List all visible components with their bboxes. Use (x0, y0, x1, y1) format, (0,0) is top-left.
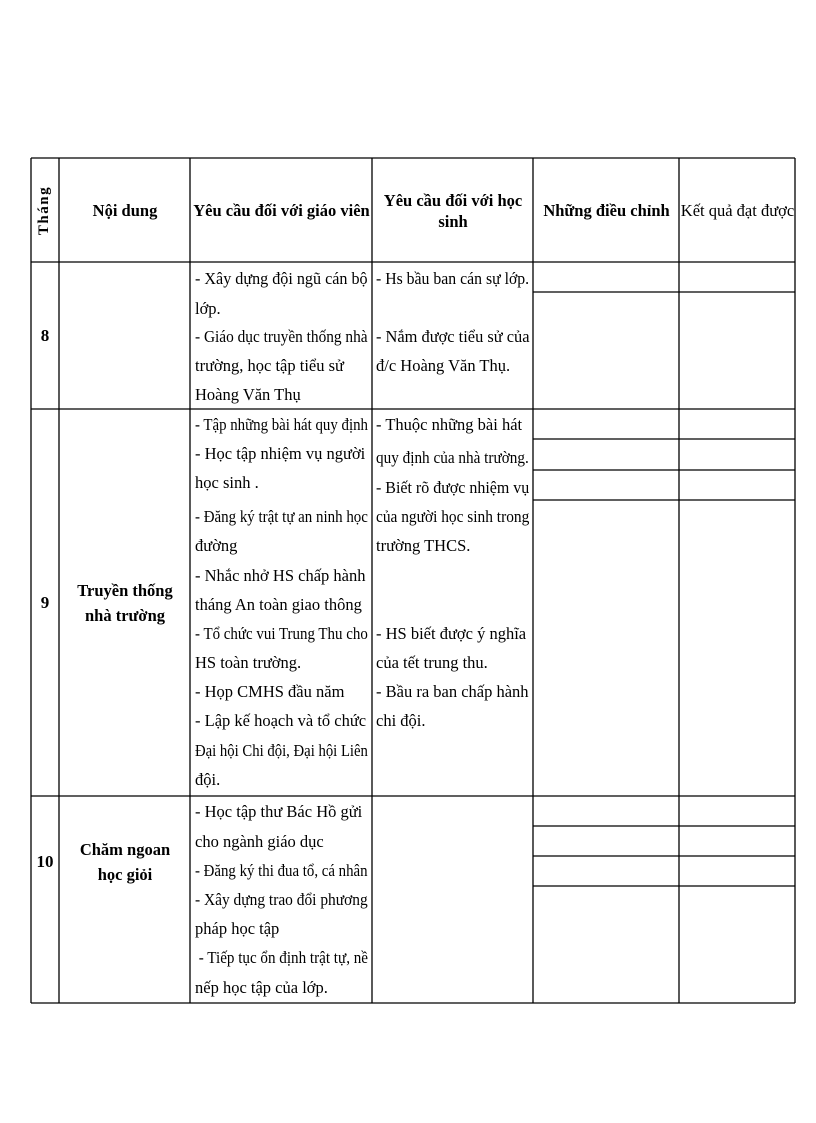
teacher-line: - Giáo dục truyền thống nhà (195, 327, 368, 346)
teacher-line: đội. (195, 770, 221, 789)
month-cell: 9 (40, 593, 50, 612)
month-cell: 10 (36, 852, 54, 871)
student-line: quy định của nhà trường. (376, 448, 529, 467)
teacher-line: - Học tập nhiệm vụ người (195, 444, 366, 463)
student-line: - HS biết được ý nghĩa (376, 624, 527, 643)
teacher-line: Hoàng Văn Thụ (195, 385, 301, 404)
student-line: - Biết rõ được nhiệm vụ (376, 478, 530, 497)
teacher-line: nếp học tập của lớp. (195, 978, 328, 997)
teacher-line: học sinh . (195, 473, 259, 492)
student-line: - Thuộc những bài hát (376, 415, 523, 434)
teacher-line: Đại hội Chi đội, Đại hội Liên (195, 741, 368, 760)
header-thang: Tháng (36, 185, 53, 235)
student-line: - Bầu ra ban chấp hành (376, 682, 529, 701)
teacher-line: trường, học tập tiểu sử (195, 356, 344, 375)
teacher-line: HS toàn trường. (195, 653, 302, 672)
header-noi-dung: Nội dung (92, 201, 158, 220)
student-line: trường THCS. (376, 536, 471, 555)
student-line: - Hs bầu ban cán sự lớp. (376, 269, 530, 288)
teacher-line: - Tổ chức vui Trung Thu cho (195, 624, 368, 643)
topic-cell: Chăm ngoan học giỏi (79, 840, 171, 884)
header-yeu-cau-gv: Yêu cầu đối với giáo viên (193, 201, 370, 220)
student-line: chi đội. (376, 711, 426, 730)
topic-cell: Truyền thống nhà trường (77, 581, 173, 625)
teacher-line: - Đăng ký thi đua tổ, cá nhân (195, 861, 368, 880)
teacher-line: cho ngành giáo dục (195, 832, 324, 851)
teacher-line: - Lập kế hoạch và tổ chức (195, 711, 367, 730)
teacher-line: lớp. (195, 299, 221, 318)
teacher-line: - Tập những bài hát quy định (195, 415, 368, 434)
teacher-line: - Đăng ký trật tự an ninh học (195, 507, 368, 526)
teacher-line: - Học tập thư Bác Hồ gửi (195, 802, 363, 821)
teacher-line: - Họp CMHS đầu năm (195, 682, 345, 701)
student-line: của tết trung thu. (376, 653, 488, 672)
teacher-line: pháp học tập (195, 919, 280, 938)
header-ket-qua: Kết quả đạt được (680, 201, 795, 220)
student-line: đ/c Hoàng Văn Thụ. (376, 356, 511, 375)
student-line: - Nắm được tiểu sử của (376, 327, 530, 346)
header-yeu-cau-hs: Yêu cầu đối với học sinh (383, 190, 523, 231)
header-dieu-chinh: Những điều chỉnh (543, 201, 670, 220)
student-line: của người học sinh trong (376, 507, 530, 526)
teacher-line: tháng An toàn giao thông (195, 595, 362, 614)
teacher-line: - Xây dựng đội ngũ cán bộ (195, 269, 368, 288)
month-cell: 8 (40, 326, 50, 345)
teacher-line: - Nhắc nhở HS chấp hành (195, 566, 366, 585)
teacher-line: đường (195, 536, 238, 555)
teacher-line: - Tiếp tục ổn định trật tự, nề (195, 948, 368, 967)
teacher-line: - Xây dựng trao đổi phương (195, 890, 368, 909)
